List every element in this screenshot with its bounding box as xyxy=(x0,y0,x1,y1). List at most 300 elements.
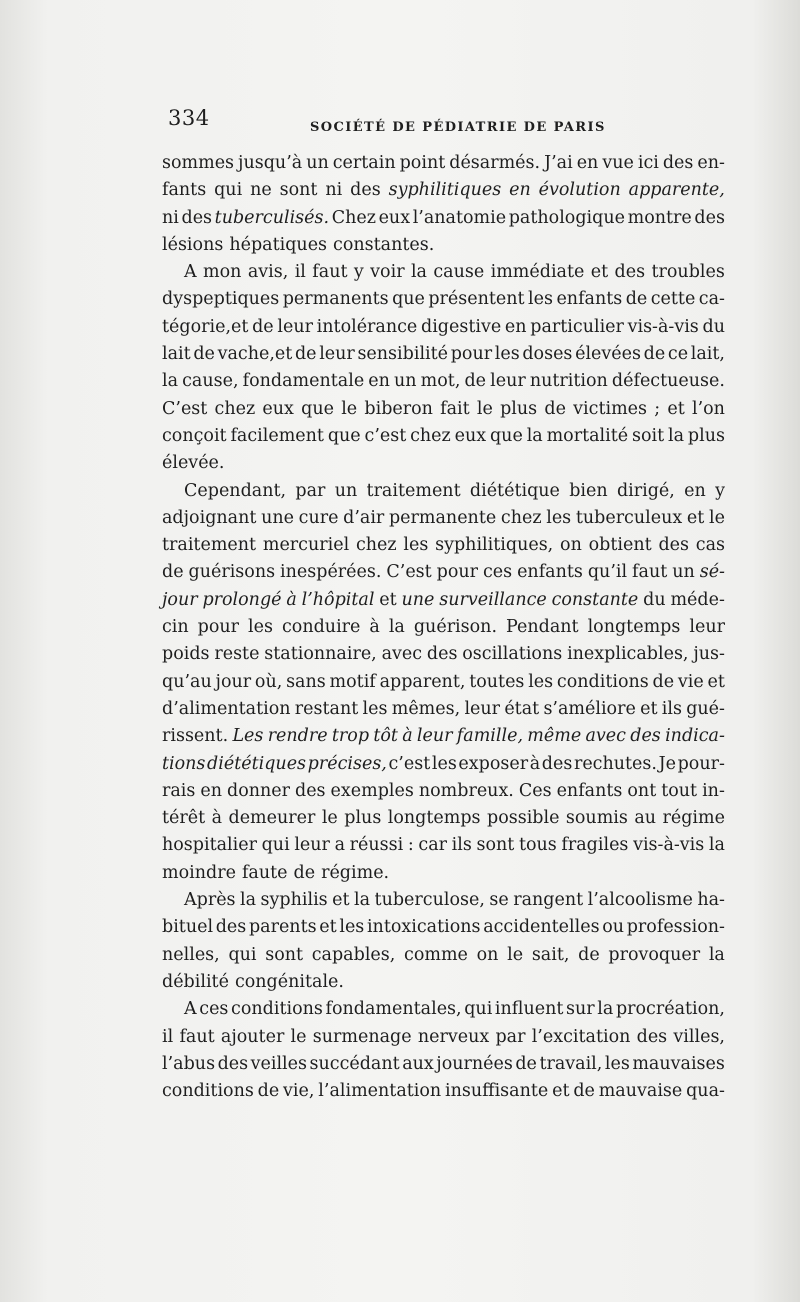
word: qui xyxy=(214,180,243,201)
word: pour xyxy=(450,344,493,365)
word: du xyxy=(643,589,666,610)
word: faut xyxy=(179,1026,215,1047)
word: nerveux xyxy=(417,1026,490,1047)
text-line xyxy=(162,860,725,887)
word: famille, xyxy=(456,726,524,747)
word: travail, xyxy=(539,1053,603,1074)
word: des xyxy=(662,153,694,173)
word: fondamentale xyxy=(242,371,365,392)
word: conditions xyxy=(556,671,649,692)
word: prolongé xyxy=(202,589,282,610)
word: que xyxy=(327,425,361,446)
word: l’abus xyxy=(162,1053,216,1074)
word: de xyxy=(625,289,648,310)
word: digestive xyxy=(421,316,502,337)
word: rechutes. xyxy=(573,753,657,774)
word: apparente, xyxy=(628,180,725,201)
word: Pendant xyxy=(506,617,579,638)
word: la xyxy=(597,999,614,1020)
word: eux xyxy=(378,207,411,228)
word: précises, xyxy=(307,753,387,774)
word: débilité xyxy=(162,971,229,992)
word: le xyxy=(341,398,358,419)
word: a xyxy=(334,835,345,856)
word: traitement xyxy=(366,480,461,501)
word: pour xyxy=(436,562,479,583)
word: y xyxy=(715,480,725,501)
word: lait, xyxy=(690,344,725,365)
word: et xyxy=(332,890,350,911)
word: la xyxy=(708,944,725,965)
word: en- xyxy=(697,153,725,173)
word: faute xyxy=(241,862,288,883)
word: soit xyxy=(631,425,665,446)
word: que xyxy=(301,398,334,419)
word-part: , xyxy=(719,180,725,201)
word: leur xyxy=(416,726,453,747)
word: sur xyxy=(566,999,595,1020)
word: en xyxy=(509,180,531,201)
word: procréation, xyxy=(615,999,725,1020)
word: veilles xyxy=(250,1053,307,1074)
word: l’excitation xyxy=(531,1026,631,1047)
text-line xyxy=(162,832,725,859)
text-line xyxy=(162,423,725,450)
word: qua- xyxy=(686,1081,725,1102)
word: guérison. xyxy=(413,617,498,638)
word: donner xyxy=(227,780,291,801)
word: térêt xyxy=(162,808,206,829)
word: ne xyxy=(250,180,272,201)
word: tions xyxy=(162,753,206,774)
text-line xyxy=(162,942,725,969)
word: jus- xyxy=(693,644,725,665)
word: influent xyxy=(494,999,564,1020)
word: Chez xyxy=(331,207,376,228)
word: qu’il xyxy=(587,562,628,583)
word: avec xyxy=(381,644,423,665)
word: congénitale. xyxy=(234,971,344,992)
word: vue xyxy=(602,153,634,173)
word: où, xyxy=(254,671,283,692)
word: ici xyxy=(637,153,659,173)
word: des xyxy=(181,207,213,228)
word: un xyxy=(672,562,695,583)
word: des xyxy=(694,207,725,228)
word: point xyxy=(399,153,446,173)
word: leur xyxy=(294,835,330,856)
word: régime. xyxy=(321,862,390,883)
word: provoquer xyxy=(608,944,701,965)
word: syphilis xyxy=(260,890,328,911)
text-line xyxy=(162,505,725,532)
word: car xyxy=(418,835,447,856)
word: de xyxy=(193,344,215,365)
word: ils xyxy=(661,698,682,719)
word: qu’au xyxy=(162,671,212,692)
word: Ces xyxy=(518,780,552,801)
word: tous xyxy=(518,835,557,856)
word: et xyxy=(552,1081,570,1102)
word: état xyxy=(504,698,540,719)
word: gué- xyxy=(686,698,725,719)
word: troubles xyxy=(651,262,725,283)
word: doses xyxy=(522,344,573,365)
word-part: , xyxy=(381,753,387,774)
word: ce xyxy=(667,344,689,365)
word: permanente xyxy=(388,507,497,528)
word: dyspeptiques xyxy=(162,289,280,310)
word: insuffisante xyxy=(445,1081,549,1102)
word: ; xyxy=(654,398,661,419)
word: in- xyxy=(702,780,725,801)
word: sont xyxy=(279,180,318,201)
text-line xyxy=(162,969,725,996)
word: de xyxy=(573,1081,595,1102)
word: à xyxy=(211,808,223,829)
word: ni xyxy=(325,180,343,201)
word: C’est xyxy=(162,398,208,419)
word: vie xyxy=(677,671,704,692)
word: des xyxy=(630,726,661,747)
word: et xyxy=(590,262,609,283)
word: que xyxy=(489,425,523,446)
word: conditions xyxy=(231,999,323,1020)
word: toutes xyxy=(469,671,525,692)
word: succédant xyxy=(309,1053,400,1074)
word: d’air xyxy=(343,507,385,528)
word: chez xyxy=(500,507,542,528)
word: se xyxy=(489,890,509,911)
text-line xyxy=(162,641,725,668)
word: exposer xyxy=(458,753,529,774)
word: vache,et xyxy=(217,344,293,365)
word: accidentelles xyxy=(483,917,600,938)
word: mortalité xyxy=(546,425,629,446)
word: : xyxy=(407,835,414,856)
word: inexplicables, xyxy=(567,644,689,665)
word: restant xyxy=(294,698,359,719)
word: un xyxy=(306,153,329,173)
word: journées xyxy=(436,1053,513,1074)
word: c’est xyxy=(364,425,407,446)
word: rendre xyxy=(267,726,328,747)
word: qui xyxy=(261,835,290,856)
word: tégorie,et xyxy=(162,316,249,337)
word: cin xyxy=(162,617,189,638)
word: ils xyxy=(451,835,472,856)
text-line xyxy=(162,450,725,477)
word: A xyxy=(184,999,197,1020)
word: leur xyxy=(319,344,355,365)
word: apparent, xyxy=(379,671,466,692)
word: les xyxy=(431,753,457,774)
word: faut xyxy=(312,262,348,283)
word: les xyxy=(339,917,365,938)
word: Je xyxy=(658,753,676,774)
word: pathologique xyxy=(508,207,625,228)
word: chez xyxy=(214,398,256,419)
word: leur xyxy=(277,316,313,337)
word: plus xyxy=(344,808,382,829)
word: d’alimentation xyxy=(162,698,291,719)
word: les xyxy=(546,507,572,528)
word: intolérance xyxy=(316,316,418,337)
word: de xyxy=(257,1081,280,1102)
word: capables, xyxy=(311,944,396,965)
word: la xyxy=(668,425,685,446)
word: de xyxy=(294,344,317,365)
word: et xyxy=(667,398,685,419)
text-line xyxy=(162,396,725,423)
word: Après xyxy=(184,890,236,911)
word: le xyxy=(290,1026,307,1047)
word: Les xyxy=(232,726,264,747)
word: la xyxy=(526,425,543,446)
word: de xyxy=(544,398,566,419)
word: des xyxy=(614,262,646,283)
word: constante xyxy=(551,589,639,610)
word: pour xyxy=(197,617,240,638)
word: de xyxy=(252,316,274,337)
word: de xyxy=(293,862,316,883)
word: facilement xyxy=(230,425,324,446)
word: victimes xyxy=(573,398,648,419)
word: mot, xyxy=(420,371,461,392)
word: conduire xyxy=(281,617,361,638)
word: la xyxy=(354,890,371,911)
word: de xyxy=(464,371,487,392)
word: des xyxy=(350,180,381,201)
word: ca- xyxy=(698,289,725,310)
text-line xyxy=(162,559,725,586)
word: désarmés. xyxy=(449,153,541,173)
word: l’alcoolisme xyxy=(587,890,693,911)
text-line xyxy=(162,286,725,313)
word: élevée. xyxy=(162,453,225,474)
word: jour xyxy=(215,671,252,692)
word: adjoignant xyxy=(162,507,257,528)
word: les xyxy=(248,617,273,638)
word: trop xyxy=(331,726,370,747)
text-line xyxy=(162,205,725,232)
word: moindre xyxy=(162,862,236,883)
word: tôt xyxy=(373,726,398,747)
word: parents xyxy=(248,917,317,938)
word: intoxications xyxy=(366,917,481,938)
word: cause, xyxy=(182,371,239,392)
word: il xyxy=(162,1026,174,1047)
word: le xyxy=(708,507,725,528)
word: ni xyxy=(162,207,179,228)
text-line xyxy=(162,478,725,505)
word: et xyxy=(379,589,397,610)
word: eux xyxy=(454,425,487,446)
word: soumis xyxy=(565,808,628,829)
word: stationnaire, xyxy=(264,644,377,665)
word: montre xyxy=(627,207,692,228)
word: tuberculisés. xyxy=(214,207,330,228)
word: jour xyxy=(162,589,198,610)
word: vis-à-vis xyxy=(627,316,699,337)
word: que xyxy=(392,289,425,310)
word: en xyxy=(576,153,599,173)
word: qui xyxy=(228,944,257,965)
word: des xyxy=(426,644,458,665)
word: même xyxy=(527,726,582,747)
text-line xyxy=(162,669,725,696)
word: hépatiques xyxy=(229,234,328,255)
word: fait xyxy=(440,398,470,419)
word: défectueuse. xyxy=(611,371,725,392)
word: un xyxy=(334,480,358,501)
word: sait, xyxy=(531,944,570,965)
text-line xyxy=(162,368,725,395)
word: eux xyxy=(262,398,294,419)
word: tout xyxy=(661,780,698,801)
word: chez xyxy=(355,535,397,556)
word: des xyxy=(658,535,689,556)
word: le xyxy=(476,398,493,419)
word: diététique xyxy=(469,480,560,501)
word: J’ai xyxy=(544,153,573,173)
text-line xyxy=(162,614,725,641)
word: surveillance xyxy=(439,589,547,610)
word: pour- xyxy=(677,753,725,774)
word: un xyxy=(394,371,417,392)
text-line xyxy=(162,150,725,177)
word: nutrition xyxy=(529,371,608,392)
text-line xyxy=(162,996,725,1023)
word: en xyxy=(504,316,527,337)
word: de xyxy=(652,671,675,692)
text-line xyxy=(162,778,725,805)
word: les xyxy=(403,535,429,556)
word: plus xyxy=(500,398,538,419)
word: sommes xyxy=(162,153,235,173)
word: lait xyxy=(162,344,191,365)
text-line xyxy=(162,1024,725,1051)
word: des xyxy=(541,753,573,774)
word: le xyxy=(321,808,338,829)
word: surmenage xyxy=(312,1026,412,1047)
word: présentent xyxy=(428,289,525,310)
word: méde- xyxy=(670,589,725,610)
page-header xyxy=(168,106,720,136)
text-line xyxy=(162,1078,725,1105)
text-line xyxy=(162,1051,725,1078)
word: il xyxy=(294,262,306,283)
word: des xyxy=(295,780,326,801)
word: mêmes, xyxy=(391,698,461,719)
word: la xyxy=(162,371,179,392)
word: la xyxy=(388,617,405,638)
word: nombreux. xyxy=(418,780,514,801)
running-head: SOCIÉTÉ DE PÉDIATRIE DE PARIS xyxy=(310,120,606,135)
word: une xyxy=(261,507,294,528)
word: en xyxy=(200,780,223,801)
text-line xyxy=(162,314,725,341)
word: cas xyxy=(695,535,725,556)
word: de xyxy=(162,562,184,583)
word: traitement xyxy=(162,535,257,556)
word: rais xyxy=(162,780,196,801)
word: leur xyxy=(689,617,725,638)
word: cette xyxy=(650,289,696,310)
word: syphilitiques, xyxy=(435,535,554,556)
word: jusqu’à xyxy=(238,153,303,173)
word: l’on xyxy=(691,398,725,419)
word: villes, xyxy=(673,1026,725,1047)
word: C’est xyxy=(386,562,432,583)
word: de xyxy=(578,944,600,965)
word: motif xyxy=(329,671,376,692)
word: inespérées. xyxy=(280,562,382,583)
word: on xyxy=(560,535,582,556)
word: profession- xyxy=(626,917,725,938)
text-line xyxy=(162,587,725,614)
word: l’anatomie xyxy=(412,207,507,228)
word: avec xyxy=(585,726,626,747)
word: conditions xyxy=(162,1081,254,1102)
word: conçoit xyxy=(162,425,227,446)
word: certain xyxy=(332,153,396,173)
word: leur xyxy=(464,698,501,719)
word: vie, xyxy=(283,1081,315,1102)
word: oscillations xyxy=(462,644,563,665)
word: immédiate xyxy=(490,262,585,283)
word: vis-à-vis xyxy=(633,835,705,856)
word: ajouter xyxy=(220,1026,285,1047)
word: particulier xyxy=(530,316,624,337)
word: et xyxy=(640,698,658,719)
text-line xyxy=(162,696,725,723)
page-number: 334 xyxy=(168,106,210,130)
word: une xyxy=(401,589,435,610)
word: comme xyxy=(404,944,468,965)
word: rangent xyxy=(513,890,584,911)
word: des xyxy=(217,1053,249,1074)
word: cause xyxy=(433,262,485,283)
word: poids xyxy=(162,644,210,665)
word: les xyxy=(362,698,388,719)
word: possible xyxy=(487,808,560,829)
word: de xyxy=(515,1053,537,1074)
word: régime xyxy=(662,808,725,829)
word: longtemps xyxy=(587,617,681,638)
word: les xyxy=(494,344,520,365)
text-line xyxy=(162,914,725,941)
word: de xyxy=(643,344,666,365)
word: reste xyxy=(214,644,260,665)
word: faut xyxy=(632,562,668,583)
word: la xyxy=(240,890,257,911)
word: cure xyxy=(298,507,339,528)
word: et xyxy=(686,507,705,528)
word: enfants xyxy=(556,289,623,310)
word: par xyxy=(495,1026,526,1047)
word: fondamentales, xyxy=(325,999,462,1020)
word: obtient xyxy=(588,535,652,556)
word: syphilitiques xyxy=(388,180,502,201)
word: les xyxy=(528,289,553,310)
word: exemples xyxy=(330,780,414,801)
word: dirigé, xyxy=(616,480,675,501)
word: A xyxy=(184,262,197,283)
word: s’améliore xyxy=(543,698,636,719)
word: ces xyxy=(482,562,513,583)
word: réussi xyxy=(349,835,404,856)
